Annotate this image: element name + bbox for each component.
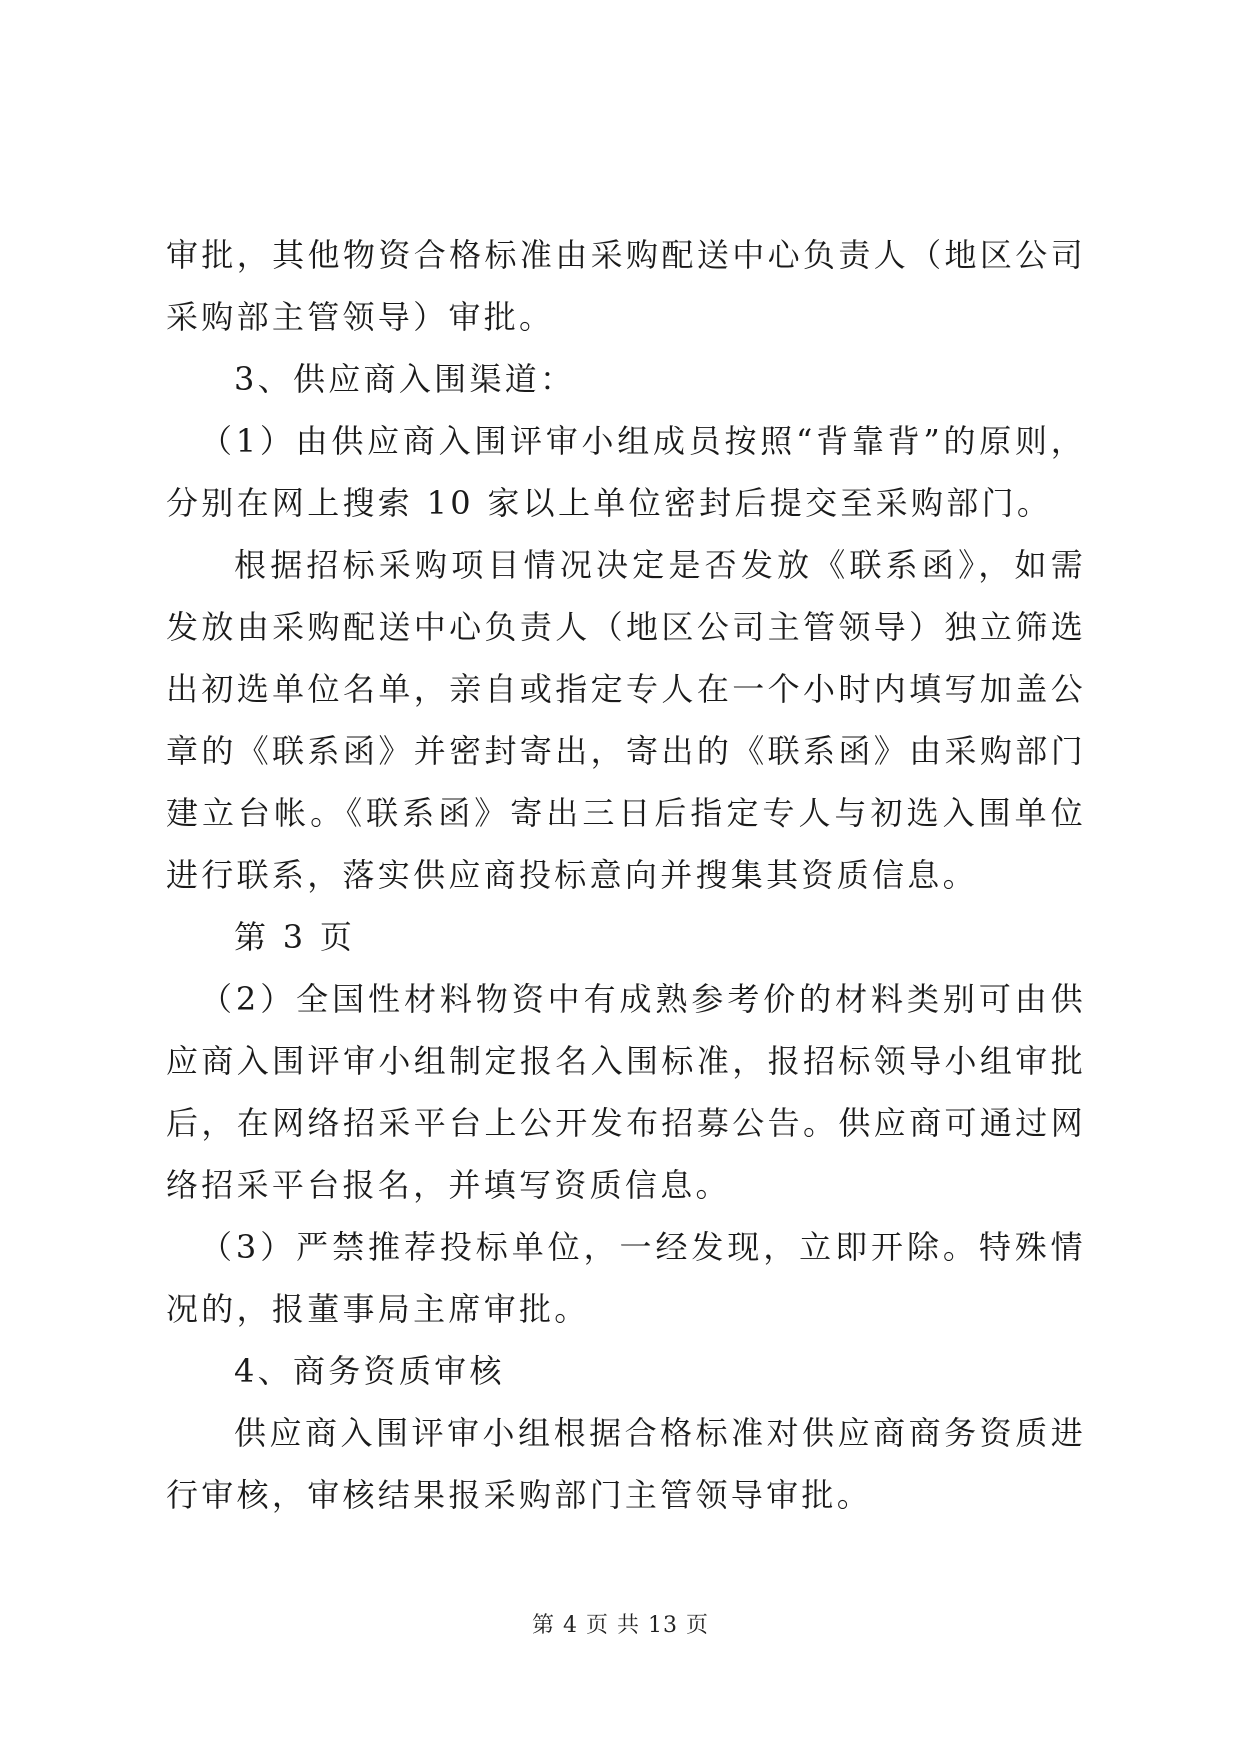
paragraph-item-3: （3）严禁推荐投标单位，一经发现，立即开除。特殊情况的，报董事局主席审批。 [166, 1228, 1086, 1328]
page-footer: 第 4 页 共 13 页 [532, 1613, 709, 1638]
document-body [166, 224, 1086, 1526]
paragraph-item-2: （2）全国性材料物资中有成熟参考价的材料类别可由供应商入围评审小组制定报名入围标准，报招标领导小组审批后，在网络招采平台上公开发布招募公告。供应商可通过网络招采平台报名，并填写资质信息。 [166, 980, 1086, 1204]
paragraph-item-1: （1）由供应商入围评审小组成员按照“背靠背”的原则，分别在网上搜索 10 家以上单位密封后提交至采购部门。 [166, 422, 1086, 522]
paragraph-contact-letter: 根据招标采购项目情况决定是否发放《联系函》，如需发放由采购配送中心负责人（地区公司主管领导）独立筛选出初选单位名单，亲自或指定专人在一个小时内填写加盖公章的《联系函》并密封寄出，寄出的《联系函》由采购部门建立台帐。《联系函》寄出三日后指定专人与初选入围单位进行联系，落实供应商投标意向并搜集其资质信息。 [166, 546, 1086, 894]
heading-business-qualification: 4、商务资质审核 [234, 1352, 505, 1390]
heading-supplier-channels: 3、供应商入围渠道： [234, 360, 576, 398]
paragraph-approval-continuation: 审批，其他物资合格标准由采购配送中心负责人（地区公司采购部主管领导）审批。 [166, 236, 1086, 336]
paragraph-qualification-review: 供应商入围评审小组根据合格标准对供应商商务资质进行审核，审核结果报采购部门主管领导审批。 [166, 1414, 1086, 1514]
inline-page-marker: 第 3 页 [234, 918, 356, 956]
